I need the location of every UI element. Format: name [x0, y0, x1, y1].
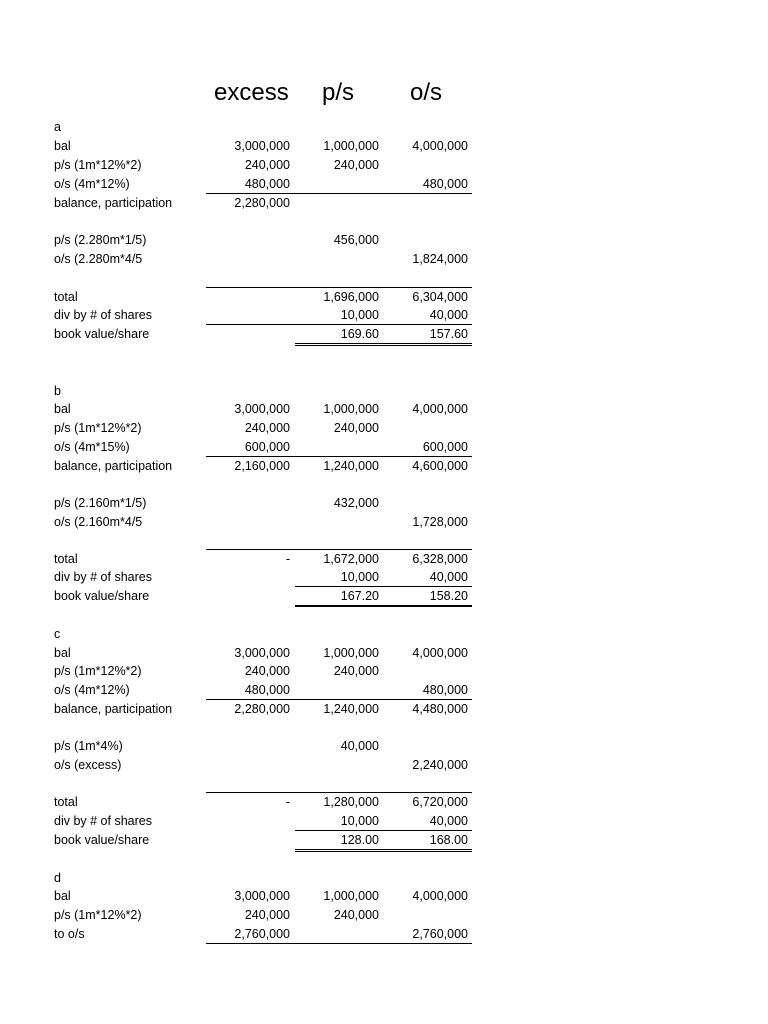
os-cell: 4,000,000 [412, 889, 468, 903]
row-os-part [0, 513, 768, 532]
os-cell: 158.20 [429, 589, 468, 603]
excess-cell: 240,000 [244, 421, 290, 435]
row-label: total [54, 795, 78, 809]
row-label: book value/share [54, 589, 150, 603]
row-balance [0, 194, 768, 213]
row-os-pref [0, 681, 768, 700]
os-cell: 4,600,000 [412, 459, 468, 473]
row-label: p/s (1m*12%*2) [54, 158, 142, 172]
excess-cell: 3,000,000 [234, 402, 290, 416]
row-label: div by # of shares [54, 814, 152, 828]
ps-cell: 1,240,000 [323, 459, 379, 473]
row-bvps [0, 325, 768, 344]
os-cell: 4,480,000 [412, 702, 468, 716]
os-cell: 6,328,000 [412, 552, 468, 566]
os-cell: 480,000 [422, 683, 468, 697]
row-ps-part [0, 737, 768, 756]
excess-cell: 240,000 [244, 664, 290, 678]
os-cell: 4,000,000 [412, 402, 468, 416]
row-label: p/s (1m*12%*2) [54, 421, 142, 435]
ps-cell: 240,000 [333, 664, 379, 678]
excess-cell: 2,280,000 [234, 196, 290, 210]
os-cell: 2,240,000 [412, 758, 468, 772]
row-label: balance, participation [54, 702, 173, 716]
ps-cell: 167.20 [340, 589, 379, 603]
excess-cell: 3,000,000 [234, 139, 290, 153]
row-label: book value/share [54, 327, 150, 341]
ps-cell: 240,000 [333, 158, 379, 172]
excess-cell: 3,000,000 [234, 646, 290, 660]
section-letter-row [0, 625, 768, 644]
row-bal [0, 400, 768, 419]
row-label: o/s (excess) [54, 758, 122, 772]
excess-cell: 2,760,000 [234, 927, 290, 941]
excess-cell: 480,000 [244, 683, 290, 697]
os-cell: 480,000 [422, 177, 468, 191]
row-os-pref [0, 438, 768, 457]
ps-cell: 1,000,000 [323, 889, 379, 903]
row-ps-pref [0, 419, 768, 438]
row-label: div by # of shares [54, 570, 152, 584]
row-label: total [54, 290, 78, 304]
header-os: o/s [410, 79, 443, 106]
row-label: bal [54, 139, 71, 153]
row-bvps [0, 831, 768, 850]
row-label: balance, participation [54, 459, 173, 473]
row-ps-pref [0, 662, 768, 681]
row-balance [0, 457, 768, 476]
ps-cell: 169.60 [340, 327, 379, 341]
row-label: p/s (2.280m*1/5) [54, 233, 147, 247]
ps-cell: 1,000,000 [323, 402, 379, 416]
ps-cell: 1,280,000 [323, 795, 379, 809]
section-letter-row [0, 869, 768, 888]
os-cell: 2,760,000 [412, 927, 468, 941]
row-balance [0, 700, 768, 719]
row-label: bal [54, 646, 71, 660]
ps-cell: 10,000 [340, 308, 379, 322]
row-ps-pref [0, 156, 768, 175]
excess-cell: 2,160,000 [234, 459, 290, 473]
row-label: bal [54, 402, 71, 416]
rule-line [206, 943, 472, 944]
section-letter: b [54, 384, 61, 398]
excess-cell: 240,000 [244, 158, 290, 172]
section-letter-row [0, 382, 768, 401]
row-div [0, 306, 768, 325]
row-label: o/s (2.280m*4/5 [54, 252, 143, 266]
os-cell: 40,000 [429, 570, 468, 584]
row-bal [0, 644, 768, 663]
row-to-os [0, 925, 768, 944]
row-bal [0, 137, 768, 156]
os-cell: 4,000,000 [412, 139, 468, 153]
row-label: o/s (4m*12%) [54, 683, 130, 697]
ps-cell: 1,000,000 [323, 646, 379, 660]
row-label: p/s (1m*12%*2) [54, 664, 142, 678]
row-bvps [0, 587, 768, 606]
excess-cell: 2,280,000 [234, 702, 290, 716]
row-div [0, 812, 768, 831]
rule-line [295, 343, 472, 346]
os-cell: 6,304,000 [412, 290, 468, 304]
row-label: p/s (1m*12%*2) [54, 908, 142, 922]
rule-line [295, 605, 472, 607]
row-bal [0, 887, 768, 906]
section-letter: c [54, 627, 61, 641]
row-label: o/s (4m*12%) [54, 177, 130, 191]
row-label: bal [54, 889, 71, 903]
row-label: o/s (2.160m*4/5 [54, 515, 143, 529]
row-label: p/s (1m*4%) [54, 739, 123, 753]
row-label: balance, participation [54, 196, 173, 210]
ps-cell: 1,696,000 [323, 290, 379, 304]
row-label: total [54, 552, 78, 566]
rule-line [295, 849, 472, 852]
os-cell: 600,000 [422, 440, 468, 454]
row-ps-part [0, 494, 768, 513]
os-cell: 6,720,000 [412, 795, 468, 809]
row-label: book value/share [54, 833, 150, 847]
os-cell: 168.00 [429, 833, 468, 847]
os-cell: 1,728,000 [412, 515, 468, 529]
row-total [0, 550, 768, 569]
row-label: o/s (4m*15%) [54, 440, 130, 454]
section-letter: d [54, 871, 61, 885]
ps-cell: 128.00 [340, 833, 379, 847]
row-label: p/s (2.160m*1/5) [54, 496, 147, 510]
excess-cell: 240,000 [244, 908, 290, 922]
os-cell: 40,000 [429, 814, 468, 828]
row-ps-part [0, 231, 768, 250]
ps-cell: 10,000 [340, 814, 379, 828]
ps-cell: 10,000 [340, 570, 379, 584]
ps-cell: 1,240,000 [323, 702, 379, 716]
os-cell: 4,000,000 [412, 646, 468, 660]
row-os-part [0, 250, 768, 269]
row-total [0, 793, 768, 812]
row-os-part [0, 756, 768, 775]
header-ps: p/s [322, 79, 355, 106]
excess-cell: 480,000 [244, 177, 290, 191]
ps-cell: 1,000,000 [323, 139, 379, 153]
excess-cell: - [285, 795, 290, 809]
row-label: div by # of shares [54, 308, 152, 322]
row-div [0, 568, 768, 587]
ps-cell: 240,000 [333, 908, 379, 922]
row-ps-pref [0, 906, 768, 925]
section-letter-row [0, 118, 768, 137]
os-cell: 1,824,000 [412, 252, 468, 266]
ps-cell: 240,000 [333, 421, 379, 435]
os-cell: 157.60 [429, 327, 468, 341]
row-total [0, 288, 768, 307]
row-os-pref [0, 175, 768, 194]
section-letter: a [54, 120, 61, 134]
row-label: to o/s [54, 927, 85, 941]
ps-cell: 40,000 [340, 739, 379, 753]
ps-cell: 1,672,000 [323, 552, 379, 566]
ps-cell: 432,000 [333, 496, 379, 510]
excess-cell: - [285, 552, 290, 566]
os-cell: 40,000 [429, 308, 468, 322]
excess-cell: 3,000,000 [234, 889, 290, 903]
header-excess: excess [214, 79, 289, 106]
ps-cell: 456,000 [333, 233, 379, 247]
excess-cell: 600,000 [244, 440, 290, 454]
